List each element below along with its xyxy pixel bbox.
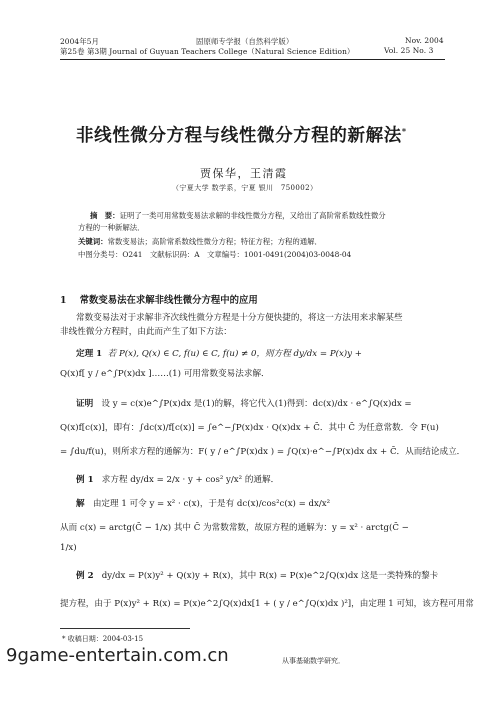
section-intro-cont: 非线性微分方程时，由此而产生了如下方法： (60, 327, 232, 337)
example-1: 例 1 求方程 dy/dx = 2/x · y + cos² y/x² 的通解． (76, 475, 280, 485)
watermark-banner: 9game-entertain.com.cn (0, 643, 279, 669)
example-2-cont: 提方程，由于 P(x)y² + R(x) = P(x)e^2∫Q(x)dx[1 + ( y / e^∫Q(x)dx )²]，由定理 1 可知，该方程可用常 (60, 599, 474, 609)
footnote-bio: 从事基础数学研究． (282, 657, 345, 665)
footnote-rule (60, 628, 190, 629)
abstract: 摘 要：证明了一类可用常数变易法求解的非线性微分方程，又给出了高阶常系数线性微分 (90, 211, 386, 220)
header-date-en: Nov. 2004 (405, 36, 444, 45)
paper-affiliation: （宁夏大学 数学系，宁夏 银川 750002） (172, 184, 318, 192)
section-heading: 1 常数变易法在求解非线性微分方程中的应用 (60, 295, 258, 306)
header-date: 2004年5月 (60, 37, 99, 46)
paper-title: 非线性微分方程与线性微分方程的新解法* (76, 126, 407, 146)
header-volume: Vol. 25 No. 3 (384, 46, 434, 55)
proof-line-2: Q(x)f[c(x)]，即有：∫dc(x)/f[c(x)] = ∫e^−∫P(x)dx · Q(x)dx + C̄．其中 C̄ 为任意常数．令 F(u) (60, 423, 439, 433)
example-2: 例 2 dy/dx = P(x)y² + Q(x)y + R(x)，其中 R(x) = P(x)e^2∫Q(x)dx 这是一类特殊的黎卡 (76, 571, 439, 581)
header-journal: 固原师专学报（自然科学版） (196, 37, 294, 46)
proof: 证明 设 y = c(x)e^∫P(x)dx 是(1)的解，将它代入(1)得到：dc(x)/dx · e^∫Q(x)dx = (76, 399, 412, 409)
solution-line-2: 从而 c(x) = arctg(C̄ − 1/x) 其中 C̄ 为常数常数，故原方程的通解为：y = x² · arctg(C̄ − (60, 523, 409, 533)
keywords: 关键词：常数变易法；高阶常系数线性微分方程；特征方程；方程的通解． (78, 237, 322, 246)
footnote-received: * 收稿日期：2004-03-15 (62, 635, 144, 643)
header-rule (60, 59, 445, 60)
theorem-1-cont: Q(x)f[ y / e^∫P(x)dx ]……(1) 可用常数变易法求解． (60, 369, 270, 379)
paper-authors: 贾保华，王清霞 (200, 167, 288, 180)
abstract-cont: 方程的一种新解法． (78, 223, 145, 232)
solution: 解 由定理 1 可令 y = x² · c(x)，于是有 dc(x)/cos²c(x) = dx/x² (76, 499, 331, 509)
solution-line-3: 1/x) (60, 543, 77, 553)
theorem-1: 定理 1 若 P(x), Q(x) ∈ C, f(u) ∈ C, f(u) ≠ 0，则方程 dy/dx = P(x)y + (76, 349, 362, 359)
classification-meta: 中图分类号：O241 文献标识码：A 文章编号：1001-0491(2004)03-0048-04 (78, 250, 352, 259)
header-journal-en: 第25卷 第3期 Journal of Guyuan Teachers College（Natural Science Edition） (60, 47, 355, 56)
proof-line-3: = ∫du/f(u)，则所求方程的通解为：F( y / e^∫P(x)dx ) = ∫Q(x)·e^−∫P(x)dx dx + C̄．从而结论成立． (60, 447, 466, 457)
section-intro: 常数变易法对于求解非齐次线性微分方程是十分方便快捷的，将这一方法用来求解某些 (76, 313, 403, 323)
